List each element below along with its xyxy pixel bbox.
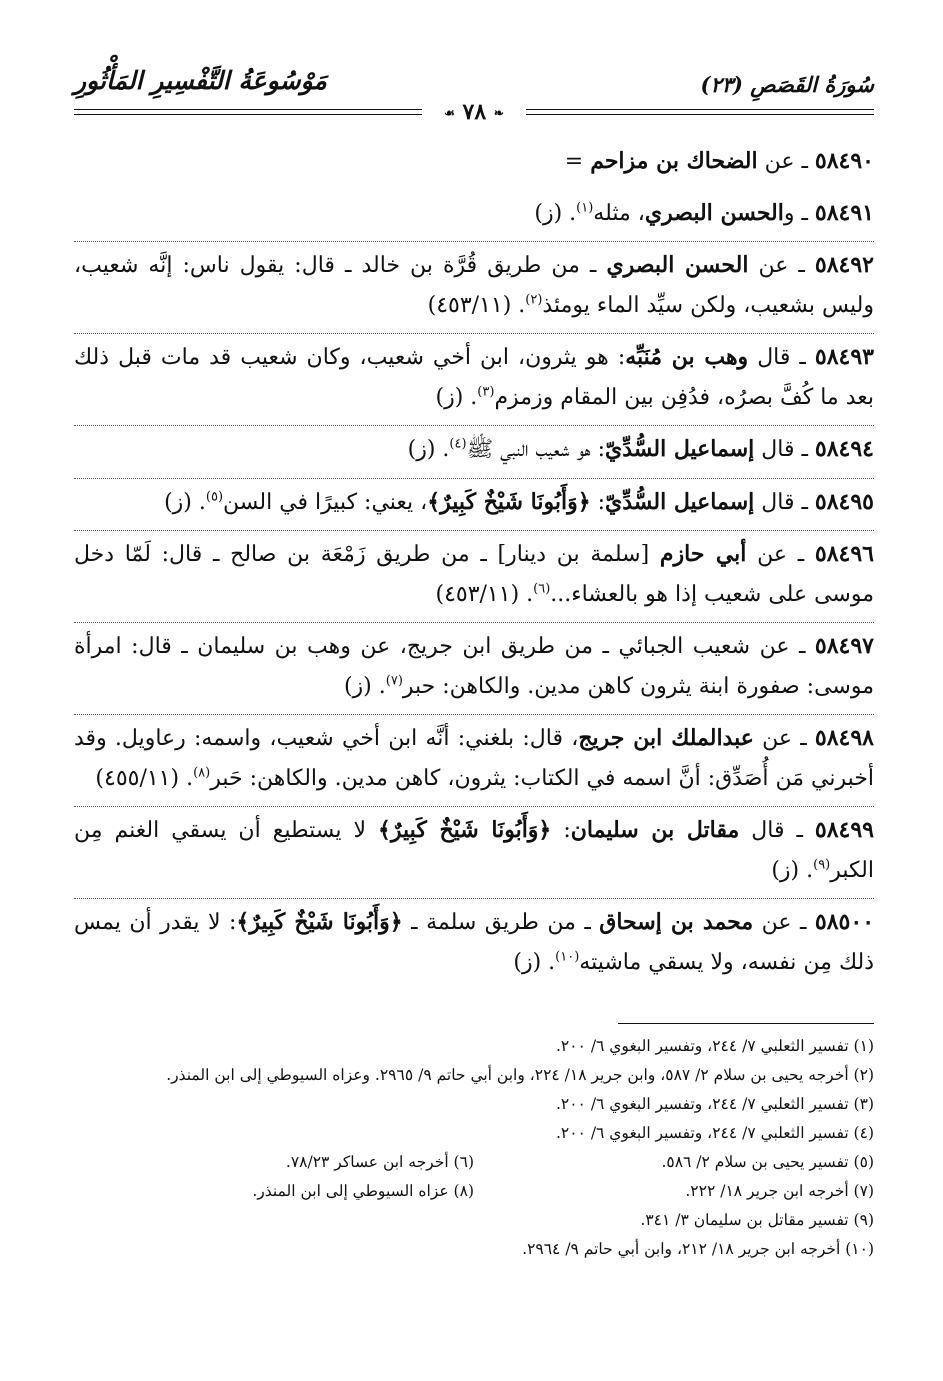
- entry-number: ٥٨٤٩٣: [814, 344, 874, 370]
- footnote-separator: [618, 1023, 874, 1024]
- footnote: (٩) تفسير مقاتل بن سليمان ٣/ ٣٤١.: [640, 1211, 874, 1229]
- entry-text: . (٤٥٥/١١): [95, 765, 194, 791]
- entry-text: [سلمة بن دينار] ـ من طريق زَمْعَة بن صالح ـ قال: لَمّا دخل موسى على شعيب إذا هو بالعشاء...: [74, 542, 874, 607]
- entry: [74, 714, 874, 806]
- entry: [74, 478, 874, 531]
- entry-text: . (ز): [435, 384, 478, 410]
- entry: [74, 425, 874, 478]
- surah-title: سُورَةُ القَصَصِ (٢٣): [700, 72, 874, 97]
- entry-text: لا يستطيع أن يسقي الغنم مِن الكبر: [74, 818, 874, 883]
- entry-text: . (٤٥٣/١١): [427, 292, 526, 318]
- narrator-name: عبدالملك ابن جريج: [578, 725, 754, 751]
- entry: [74, 806, 874, 898]
- entry-number: ٥٨٤٩٢: [814, 252, 874, 278]
- narrator-name: محمد بن إسحاق: [599, 909, 754, 935]
- entry-text: ـ قال: [754, 437, 815, 462]
- narrator-name: وهب بن مُنَبِّه: [625, 344, 749, 370]
- footnote-ref: (٨): [193, 765, 211, 781]
- footnote: (٣) تفسير الثعلبي ٧/ ٢٤٤، وتفسير البغوي ٦/ ٢٠٠.: [555, 1095, 874, 1113]
- quran-quote: ﴿وَأَبُونَا شَيْخٌ كَبِيرٌ﴾: [236, 909, 403, 935]
- entry-number: ٥٨٤٩٧: [814, 633, 874, 659]
- entry-text: ـ قال: [739, 818, 815, 843]
- narrator-name: إسماعيل السُّدِّيّ: [605, 436, 755, 462]
- entry: [74, 138, 874, 190]
- entry-text: . (ز): [407, 437, 450, 462]
- footnote-ref: (٩): [813, 857, 831, 873]
- entry-text: ، يعني: كبيرًا في السن: [223, 489, 428, 515]
- footnote-row: [74, 1177, 874, 1206]
- entry-text: =: [564, 149, 591, 174]
- entry-text: . (ز): [164, 489, 206, 515]
- entry-text: ـ من طريق سلمة ـ: [402, 910, 600, 935]
- footnotes: [74, 1032, 874, 1264]
- entry-text: ـ عن: [753, 910, 815, 935]
- entry-text: ـ عن: [757, 149, 815, 174]
- page-number-box: [422, 97, 526, 127]
- footnote-ref: (٣): [477, 384, 495, 400]
- footnote: (٤) تفسير الثعلبي ٧/ ٢٤٤، وتفسير البغوي ٦/ ٢٠٠.: [555, 1124, 874, 1142]
- entry: [74, 530, 874, 622]
- entry-number: ٥٨٤٩١: [814, 199, 874, 226]
- entry-text: ، قال: بلغني: أنَّه ابن أخي شعيب، واسمه: رعاويل. وقد أخبرني مَن أُصَدِّق: أنَّ اسمه في الكتاب: يثرون، كاهن مدين. والكاهن: حَبر: [74, 726, 874, 791]
- entry-text: : لا يقدر أن يمس ذلك مِن نفسه، ولا يسقي ماشيته: [74, 910, 874, 975]
- entry-text: . (ز): [534, 200, 577, 226]
- ornament-icon: ☙: [444, 106, 455, 120]
- entry-text: ـ عن: [748, 253, 815, 278]
- entry-number: ٥٨٤٩٩: [814, 817, 874, 843]
- entry-text: ـ عن: [746, 542, 815, 567]
- footnote-ref: (١٠): [555, 949, 580, 965]
- quran-quote: ﴿وَأَبُونَا شَيْخٌ كَبِيرٌ﴾: [427, 488, 591, 515]
- entry-number: ٥٨٤٩٤: [814, 436, 874, 462]
- entry-text: . (ز): [771, 857, 814, 883]
- footnote-ref: (٥): [205, 489, 224, 505]
- entry-number: ٥٨٤٩٠: [814, 148, 874, 174]
- footnote-ref: (٢): [525, 292, 543, 308]
- entry-text: . (ز): [513, 949, 556, 975]
- main-text: [74, 138, 874, 990]
- entry-text: :: [590, 489, 605, 515]
- entry-text: ـ و: [783, 200, 815, 226]
- footnote: (٦) أخرجه ابن عساكر ٧٨/٢٣.: [285, 1153, 474, 1171]
- footnote: (٥) تفسير يحيى بن سلام ٢/ ٥٨٦.: [661, 1153, 874, 1171]
- page-header: [74, 60, 874, 130]
- entry: [74, 241, 874, 333]
- entry-number: ٥٨٤٩٦: [814, 541, 874, 567]
- page-number: ٧٨: [462, 99, 487, 125]
- entry: [74, 622, 874, 714]
- footnote: (١) تفسير الثعلبي ٧/ ٢٤٤، وتفسير البغوي ٦/ ٢٠٠.: [555, 1037, 874, 1055]
- book-title: مَوْسُوعَةُ التَّفْسِيرِ المَأْثُورِ: [74, 66, 327, 95]
- narrator-name: الضحاك بن مزاحم: [590, 148, 758, 174]
- footnote: (٨) عزاه السيوطي إلى ابن المنذر.: [252, 1182, 474, 1200]
- entry-number: ٥٨٤٩٨: [814, 725, 874, 751]
- entry-text: :: [551, 818, 571, 843]
- entry: [74, 333, 874, 425]
- entry-text: : هو شعيب النبي ﷺ: [466, 437, 605, 462]
- footnote-ref: (١): [576, 200, 594, 216]
- footnote-ref: (٦): [533, 581, 551, 597]
- quran-quote: ﴿وَأَبُونَا شَيْخٌ كَبِيرٌ﴾: [378, 817, 552, 843]
- ornament-icon: ❧: [493, 106, 504, 120]
- entry-text: . (ز): [343, 673, 386, 699]
- entry: [74, 898, 874, 990]
- entry-text: ـ من طريق ابن جريج، عن وهب بن سليمان ـ قال: امرأة موسى: صفورة ابنة يثرون كاهن مدين. والكاهن: حبر: [74, 634, 874, 699]
- entry-text: ـ قال: [748, 345, 815, 370]
- entry-text: . (٤٥٣/١١): [435, 581, 534, 607]
- entry-text: ـ قال: [754, 489, 815, 515]
- entry-text: : هو يثرون، ابن أخي شعيب، وكان شعيب قد مات قبل ذلك بعد ما كُفَّ بصرُه، فدُفِن بين المقام وزمزم: [74, 345, 874, 410]
- entry-text: ـ عن: [753, 726, 815, 751]
- footnote-ref: (٤): [449, 436, 467, 452]
- footnote-ref: (٧): [385, 673, 403, 689]
- entry-text: ، مثله: [593, 200, 645, 226]
- entry-number: ٥٨٥٠٠: [814, 909, 875, 935]
- narrator-name: الحسن البصري: [606, 252, 749, 278]
- footnote-row: [74, 1148, 874, 1177]
- narrator-name: الحسن البصري: [644, 199, 784, 226]
- footnote: (٧) أخرجه ابن جرير ١٨/ ٢٢٢.: [685, 1182, 874, 1200]
- narrator-name: إسماعيل السُّدِّيّ: [605, 488, 755, 515]
- entry-number: ٥٨٤٩٥: [814, 488, 874, 515]
- footnote: (٢) أخرجه يحيى بن سلام ٢/ ٥٨٧، وابن جرير ١٨/ ٢٢٤، وابن أبي حاتم ٩/ ٢٩٦٥. وعزاه السيوطي إلى ابن المنذر.: [166, 1066, 874, 1084]
- narrator-name: شعيب الجبائي: [618, 634, 751, 659]
- entry-text: ـ من طريق قُرَّة بن خالد ـ قال: يقول ناس: إنَّه شعيب، وليس بشعيب، ولكن سيِّد الماء يومئذ: [74, 253, 874, 318]
- narrator-name: أبي حازم: [659, 541, 747, 567]
- entry-text: ـ عن: [750, 634, 815, 659]
- footnote: (١٠) أخرجه ابن جرير ١٨/ ٢١٢، وابن أبي حاتم ٩/ ٢٩٦٤.: [522, 1240, 874, 1258]
- narrator-name: مقاتل بن سليمان: [570, 817, 740, 843]
- entry: [74, 190, 874, 242]
